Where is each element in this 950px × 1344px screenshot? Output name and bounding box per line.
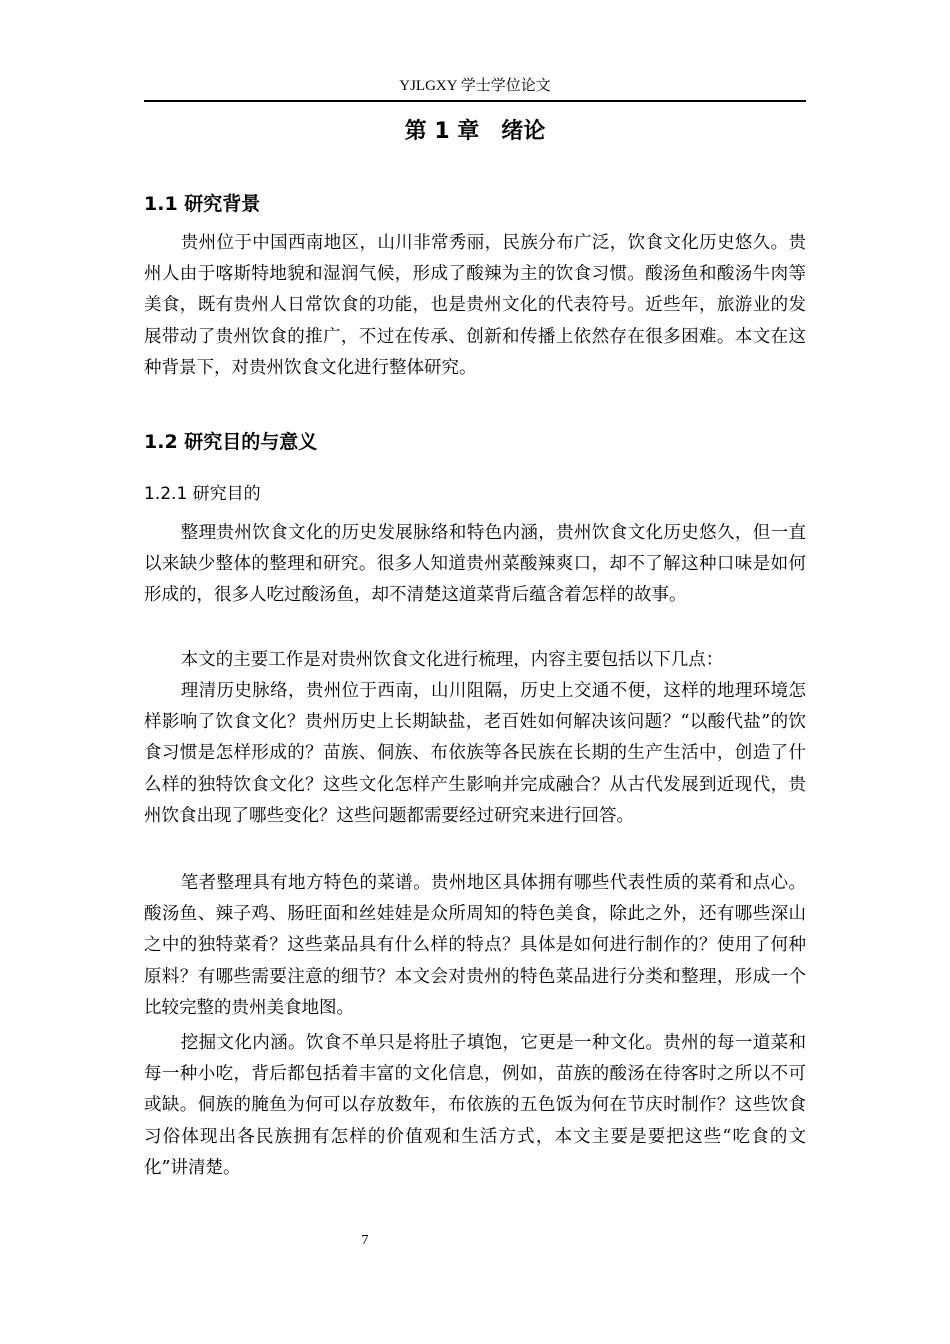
running-header: YJLGXY 学士学位论文: [399, 78, 551, 94]
chapter-title: 第 1 章 绪论: [404, 119, 546, 144]
header-rule: [144, 100, 806, 102]
paragraph-main-work: 本文的主要工作是对贵州饮食文化进行梳理，内容主要包括以下几点：: [180, 650, 724, 670]
paragraph-recipes: 笔者整理具有地方特色的菜谱。贵州地区具体拥有哪些代表性质的菜肴和点心。酸汤鱼、辣子鸡、肠旺面和丝娃娃是众所周知的特色美食，除此之外，还有哪些深山之中的独特菜肴？这些菜品具有什么样的特点？具体是如何进行制作的？使用了何种原料？有哪些需要注意的细节？本文会对贵州的特色菜品进行分类和整理，形成一个比较完整的贵州美食地图。: [144, 873, 806, 1018]
paragraph-history: 理清历史脉络，贵州位于西南，山川阻隔，历史上交通不便，这样的地理环境怎样影响了饮食文化？贵州历史上长期缺盐，老百姓如何解决该问题？“以酸代盐”的饮食习惯是怎样形成的？苗族、侗族、布依族等各民族在长期的生产生活中，创造了什么样的独特饮食文化？这些文化怎样产生影响并完成融合？从古代发展到近现代，贵州饮食出现了哪些变化？这些问题都需要经过研究来进行回答。: [144, 681, 806, 826]
page-number: 7: [361, 1233, 369, 1248]
subsection-heading-1-2-1: 1.2.1 研究目的: [144, 484, 261, 504]
section-heading-1-1: 1.1 研究背景: [144, 193, 261, 215]
paragraph-culture: 挖掘文化内涵。饮食不单只是将肚子填饱，它更是一种文化。贵州的每一道菜和每一种小吃，背后都包括着丰富的文化信息，例如，苗族的酸汤在待客时之所以不可或缺。侗族的腌鱼为何可以存放数年，布依族的五色饭为何在节庆时制作？这些饮食习俗体现出各民族拥有怎样的价值观和生活方式，本文主要是要把这些“吃食的文化”讲清楚。: [144, 1033, 806, 1178]
paragraph-background: 贵州位于中国西南地区，山川非常秀丽，民族分布广泛，饮食文化历史悠久。贵州人由于喀斯特地貌和湿润气候，形成了酸辣为主的饮食习惯。酸汤鱼和酸汤牛肉等美食，既有贵州人日常饮食的功能，也是贵州文化的代表符号。近些年，旅游业的发展带动了贵州饮食的推广，不过在传承、创新和传播上依然存在很多困难。本文在这种背景下，对贵州饮食文化进行整体研究。: [144, 233, 806, 378]
paragraph-purpose-intro: 整理贵州饮食文化的历史发展脉络和特色内涵，贵州饮食文化历史悠久，但一直以来缺少整体的整理和研究。很多人知道贵州菜酸辣爽口，却不了解这种口味是如何形成的，很多人吃过酸汤鱼，却不清楚这道菜背后蕴含着怎样的故事。: [144, 523, 806, 606]
section-heading-1-2: 1.2 研究目的与意义: [144, 431, 318, 453]
